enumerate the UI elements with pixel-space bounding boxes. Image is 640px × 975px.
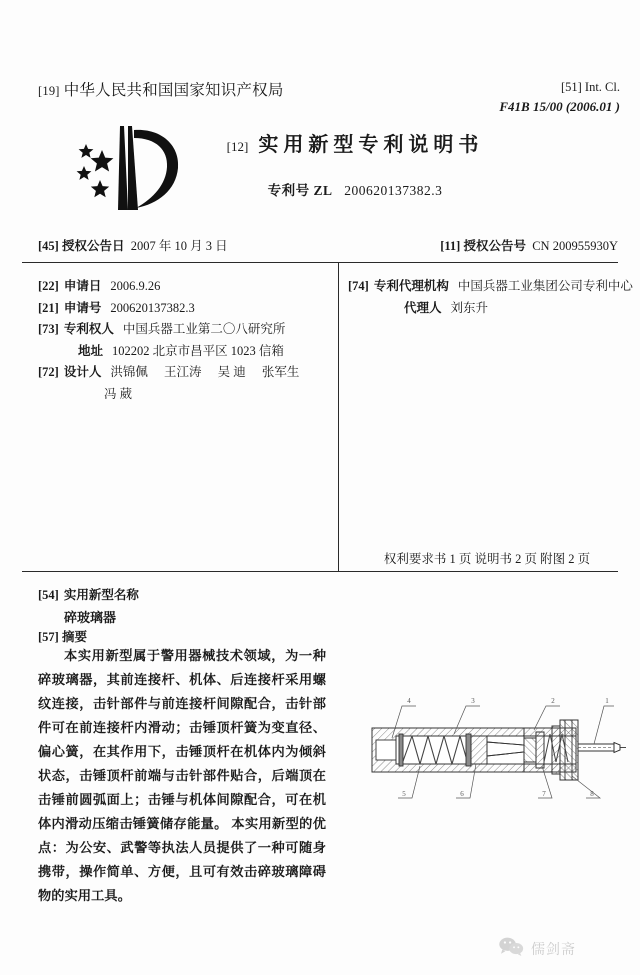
agency-row (348, 276, 633, 298)
figure-callout: 5 (402, 790, 406, 798)
inventor-label: 设计人 (63, 365, 102, 379)
grant-date (38, 236, 228, 254)
abstract-tag: [57] (38, 630, 59, 644)
grant-date-label: 授权公告日 (61, 239, 125, 253)
inventor-name: 王江涛 (163, 365, 202, 379)
wechat-icon (498, 936, 524, 961)
application-number-row (38, 298, 330, 320)
filing-date-label: 申请日 (63, 279, 102, 293)
biblio-left (38, 276, 330, 405)
utility-name-block (38, 585, 148, 629)
divider-bottom (22, 571, 618, 572)
inventor-tag: [72] (38, 365, 59, 379)
grant-number-tag: [11] (440, 239, 461, 253)
patent-number-value: 200620137382.3 (344, 183, 443, 198)
agency-tag: [74] (348, 279, 369, 293)
agent-label: 代理人 (404, 300, 442, 315)
inventor-name: 张军生 (261, 365, 300, 379)
utility-name-tag: [54] (38, 588, 59, 602)
grant-number (440, 236, 618, 254)
application-number-tag: [21] (38, 300, 59, 315)
intcl-code: F41B 15/00 (2006.01 ) (499, 99, 620, 115)
filing-date-row (38, 276, 330, 298)
patent-number-label: 专利号 ZL (267, 183, 333, 198)
agency-label: 专利代理机构 (373, 279, 449, 293)
figure-callout: 7 (542, 790, 546, 798)
utility-name-label: 实用新型名称 (63, 588, 139, 602)
assignee-row (38, 319, 330, 341)
figure-callout: 3 (471, 697, 475, 705)
page-count: 权利要求书 1 页 说明书 2 页 附图 2 页 (383, 552, 591, 566)
grant-date-value: 2007 年 10 月 3 日 (130, 239, 228, 253)
application-number-value: 200620137382.3 (110, 300, 195, 315)
divider-top (22, 262, 618, 263)
office-tag: [19] (38, 84, 60, 98)
assignee-value: 中国兵器工业第二〇八研究所 (122, 322, 286, 336)
office-name: 中华人民共和国国家知识产权局 (63, 82, 284, 99)
title-text: 实用新型专利说明书 (258, 134, 484, 156)
figure-callout: 1 (605, 697, 609, 705)
grant-number-label: 授权公告号 (463, 239, 526, 253)
title-tag: [12] (226, 139, 249, 154)
grant-number-value: CN 200955930Y (532, 239, 618, 253)
address-label: 地址 (78, 343, 104, 358)
biblio-right (348, 276, 633, 319)
assignee-tag: [73] (38, 322, 59, 336)
agent-row (348, 298, 626, 320)
watermark-text: 儒剑斋 (531, 940, 576, 957)
agency-value: 中国兵器工业集团公司专利中心 (457, 279, 633, 293)
inventor-row-continued (38, 384, 330, 406)
page-title (190, 128, 520, 157)
intcl-tag: [51] (560, 80, 582, 94)
divider-vertical (338, 263, 339, 571)
patent-number (190, 179, 520, 199)
abstract-text: 本实用新型属于警用器械技术领域，为一种碎玻璃器，其前连接杆、机体、后连接杆采用螺纹连接，击针部件与前连接杆间隙配合，击针部件可在前连接杆内滑动；击锤顶杆簧为变直径、偏心簧，在其作用下，击锤顶杆在机体内为倾斜状态，击锤顶杆前端与击针部件贴合，后端顶在击锤前圆弧面上；击锤与机体间隙配合，可在机体内滑动压缩击锤簧储存能量。 本实用新型的优点：为公安、武警等执法人员提供了一种可随身携带，操作简单、方便，且可有效击碎玻璃障碍物的实用工具。 (38, 648, 326, 904)
address-row (38, 341, 330, 363)
inventor-row (38, 362, 330, 384)
figure-callout: 6 (460, 790, 464, 798)
grant-date-tag: [45] (38, 239, 59, 253)
grant-row (38, 236, 618, 254)
figure-callout: 2 (551, 697, 555, 705)
inventor-list (110, 362, 299, 384)
utility-name-value: 碎玻璃器 (64, 609, 117, 625)
intcl-label: Int. Cl. (584, 80, 620, 94)
application-number-label: 申请号 (63, 300, 102, 315)
issuing-office (38, 78, 284, 100)
figure-callout: 4 (407, 697, 411, 705)
address-value: 102202 北京市昌平区 1023 信箱 (112, 343, 284, 358)
abstract-label: 摘要 (61, 630, 87, 644)
assignee-label: 专利权人 (63, 322, 114, 336)
inventor-name: 吴 迪 (217, 365, 246, 379)
watermark (498, 936, 576, 961)
international-classification (499, 78, 620, 118)
inventor-name: 洪锦佩 (110, 365, 148, 379)
document-header (38, 78, 620, 118)
filing-date-value: 2006.9.26 (110, 279, 161, 293)
abstract-figure (356, 676, 628, 816)
agent-value: 刘东升 (450, 300, 489, 315)
utility-name-row (38, 585, 148, 607)
figure-callout: 8 (590, 790, 594, 798)
title-block (190, 128, 520, 199)
filing-date-tag: [22] (38, 279, 59, 293)
inventor-name: 冯 葳 (104, 386, 133, 401)
sipo-emblem-icon (58, 122, 193, 217)
abstract-heading (38, 627, 87, 645)
